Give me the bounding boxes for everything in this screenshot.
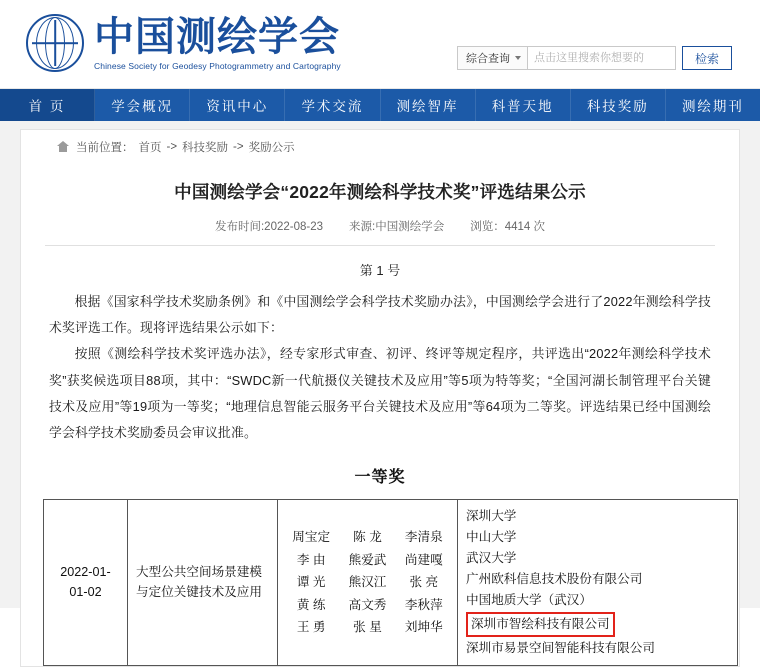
search-category-label: 综合查询 (465, 53, 510, 65)
organization-list (466, 506, 729, 658)
publish-time: 发布时间:2022-08-23 (214, 221, 324, 233)
contributor-grid (286, 527, 449, 637)
search-button[interactable]: 检索 (682, 46, 732, 70)
cell-project-code: 2022-01-01-02 (44, 500, 128, 665)
breadcrumb-prefix: 当前位置： (76, 141, 134, 154)
breadcrumb-sep-1: -> (166, 140, 178, 153)
contributor: 李 由 (296, 552, 326, 567)
page-title: 中国测绘学会“2022年测绘科学技术奖”评选结果公示 (174, 182, 586, 202)
search-bar (457, 46, 732, 70)
cell-contributors (278, 500, 458, 665)
nav-item-thinktank[interactable]: 测绘智库 (381, 89, 476, 121)
contributor: 刘坤华 (404, 620, 443, 635)
document-number: 第 1 号 (359, 263, 401, 278)
contributor: 陈 龙 (353, 530, 382, 545)
paragraph-1: 根据《国家科学技术奖励条例》和《中国测绘学会科学技术奖励办法》，中国测绘学会进行了2022年测绘科学技术奖评选工作。现将评选结果公示如下： (49, 294, 711, 336)
cell-project-name: 大型公共空间场景建模与定位关键技术及应用 (128, 500, 278, 665)
nav-item-awards[interactable]: 科技奖励 (571, 89, 666, 121)
logo-title-en: Chinese Society for Geodesy Photogrammetry and Cartography (94, 60, 341, 71)
content-card (20, 129, 740, 667)
contributor: 谭 光 (296, 575, 326, 590)
search-input[interactable] (528, 46, 676, 70)
nav-item-about[interactable]: 学会概况 (95, 89, 190, 121)
logo-title-cn: 中国测绘学会 (94, 13, 340, 60)
organization: 中山大学 (466, 530, 517, 545)
contributor: 熊汉江 (348, 575, 387, 590)
organization: 广州欧科信息技术股份有限公司 (466, 571, 643, 586)
organization: 中国地质大学（武汉） (466, 592, 592, 607)
search-category-select[interactable] (457, 46, 528, 70)
contributor: 李清泉 (404, 530, 443, 545)
nav-item-science[interactable]: 科普天地 (476, 89, 571, 121)
awards-table (43, 499, 738, 665)
nav-item-news[interactable]: 资讯中心 (190, 89, 285, 121)
site-logo[interactable] (26, 14, 341, 72)
award-level-heading: 一等奖 (354, 469, 406, 487)
contributor: 尚建嘎 (404, 552, 443, 567)
breadcrumb-item-home[interactable]: 首页 (138, 141, 162, 154)
globe-grid-icon (26, 14, 84, 72)
organization: 深圳市易景空间智能科技有限公司 (466, 640, 655, 655)
contributor: 高文秀 (348, 597, 387, 612)
nav-item-journals[interactable]: 测绘期刊 (681, 99, 744, 114)
site-header (0, 0, 760, 89)
organization: 武汉大学 (466, 551, 517, 566)
article-source: 来源:中国测绘学会 (349, 221, 445, 233)
contributor: 张 星 (353, 620, 382, 635)
contributor: 黄 练 (296, 597, 326, 612)
organization: 深圳大学 (466, 509, 517, 524)
view-count: 浏览：4414 次 (470, 221, 545, 233)
breadcrumb-item-awards[interactable]: 科技奖励 (182, 141, 229, 154)
paragraph-2: 按照《测绘科学技术奖评选办法》，经专家形式审查、初评、终评等规定程序，共评选出“2022年测绘科学技术奖”获奖候选项目88项，其中：“SWDC新一代航摄仪关键技术及应用”等5项为特等奖；“全国河湖长制管理平台关键技术及应用”等19项为一等奖；“地理信息智能云服务平台关键技术及应用”等64项为二等奖。评选结果已经中国测绘学会科学技术奖励委员会审议批准。 (49, 346, 711, 441)
contributor: 周宝定 (292, 530, 331, 545)
cell-organizations (458, 500, 738, 665)
breadcrumb-sep-2: -> (233, 140, 244, 153)
breadcrumb (43, 130, 717, 163)
nav-item-home[interactable]: 首 页 (0, 89, 95, 121)
main-nav (0, 89, 760, 121)
organization-highlighted: 深圳市智绘科技有限公司 (466, 612, 615, 637)
contributor: 熊爱武 (348, 552, 387, 567)
nav-item-academic[interactable]: 学术交流 (285, 89, 380, 121)
contributor: 王 勇 (296, 620, 326, 635)
chevron-down-icon (515, 56, 521, 60)
breadcrumb-item-notice[interactable]: 奖励公示 (248, 141, 295, 154)
table-row (44, 500, 738, 665)
contributor: 李秋萍 (404, 597, 443, 612)
contributor: 张 亮 (409, 575, 439, 590)
article-meta (43, 204, 717, 245)
home-icon (57, 141, 69, 152)
